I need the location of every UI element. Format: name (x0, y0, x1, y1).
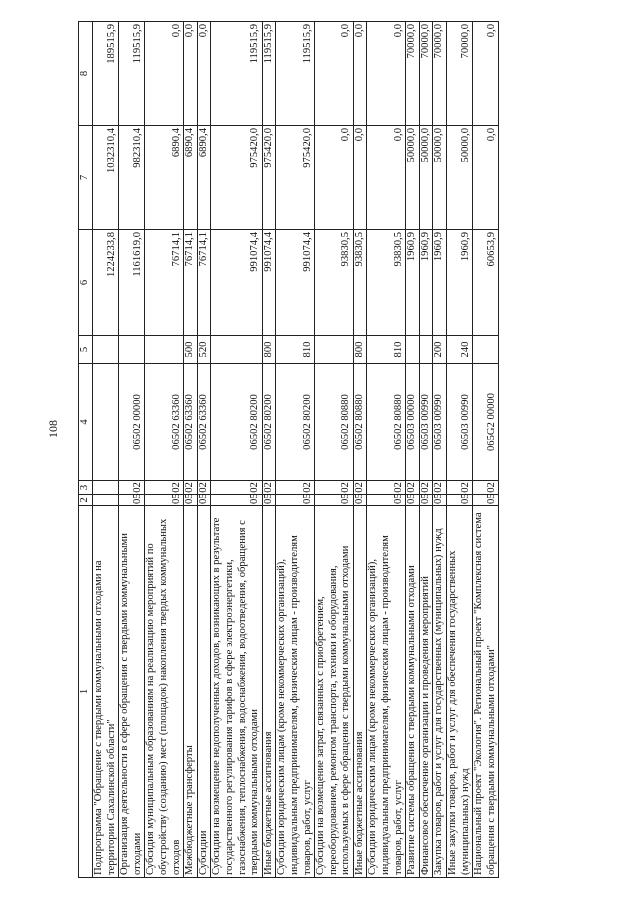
amount-col-8: 119515,9 (262, 22, 276, 126)
target-item-code: 065G2 00000 (473, 364, 499, 481)
expense-type-code (315, 336, 354, 364)
section-code: 05 (197, 495, 211, 506)
section-code: 05 (145, 495, 184, 506)
section-code: 05 (353, 495, 367, 506)
amount-col-6: 76714,1 (145, 230, 184, 336)
section-code: 05 (406, 495, 420, 506)
amount-col-6: 1224233,8 (93, 230, 119, 336)
amount-col-7: 0,0 (315, 126, 354, 230)
table-row (433, 22, 447, 878)
expense-type-code: 500 (184, 336, 198, 364)
header-cell: 5 (79, 336, 93, 364)
item-name: Иные закупки товаров, работ и услуг для обеспечения государственных (муниципальных) нужд (447, 506, 473, 878)
section-code: 05 (433, 495, 447, 506)
section-code: 05 (367, 495, 406, 506)
amount-col-7: 1032310,4 (93, 126, 119, 230)
page-number: 108 (46, 420, 60, 438)
amount-col-8: 70000,0 (406, 22, 420, 126)
table-row (262, 22, 276, 878)
amount-col-7: 0,0 (353, 126, 367, 230)
target-item-code (93, 364, 119, 481)
amount-col-7: 6890,4 (184, 126, 198, 230)
expense-type-code: 810 (367, 336, 406, 364)
amount-col-8: 0,0 (145, 22, 184, 126)
amount-col-7: 975420,0 (211, 126, 262, 230)
expense-type-code (93, 336, 119, 364)
expense-type-code: 200 (433, 336, 447, 364)
subsection-code: 02 (433, 481, 447, 495)
item-name: Подпрограмма "Обращение с твердыми коммунальными отходами на территории Сахалинской области" (93, 506, 119, 878)
target-item-code: 06502 80880 (353, 364, 367, 481)
target-item-code: 06502 63360 (145, 364, 184, 481)
amount-col-8: 0,0 (353, 22, 367, 126)
amount-col-7: 6890,4 (145, 126, 184, 230)
header-cell: 3 (79, 481, 93, 495)
amount-col-6: 93830,5 (315, 230, 354, 336)
subsection-code: 02 (473, 481, 499, 495)
subsection-code: 02 (406, 481, 420, 495)
amount-col-8: 0,0 (473, 22, 499, 126)
table-row (406, 22, 420, 878)
item-name: Развитие системы обращения с твердыми коммунальными отходами (406, 506, 420, 878)
amount-col-6: 991074,4 (276, 230, 315, 336)
table-row (197, 22, 211, 878)
section-code: 05 (315, 495, 354, 506)
amount-col-8: 0,0 (197, 22, 211, 126)
section-code: 05 (447, 495, 473, 506)
amount-col-6: 991074,4 (262, 230, 276, 336)
amount-col-7: 0,0 (367, 126, 406, 230)
table-row (419, 22, 433, 878)
subsection-code: 02 (211, 481, 262, 495)
target-item-code: 06503 00000 (406, 364, 420, 481)
expense-type-code: 800 (262, 336, 276, 364)
amount-col-7: 50000,0 (419, 126, 433, 230)
table-row (315, 22, 354, 878)
target-item-code: 06503 00990 (419, 364, 433, 481)
item-name: Национальный проект "Экология". Региональный проект "Комплексная система обращения с твердыми коммунальными отходами" (473, 506, 499, 878)
amount-col-7: 6890,4 (197, 126, 211, 230)
expense-type-code: 800 (353, 336, 367, 364)
subsection-code: 02 (367, 481, 406, 495)
subsection-code: 02 (315, 481, 354, 495)
item-name: Субсидии юридическим лицам (кроме некоммерческих организаций), индивидуальным предпринимателям, физическим лицам - производителям товаров, работ, услуг (367, 506, 406, 878)
header-cell: 4 (79, 364, 93, 481)
amount-col-6: 76714,1 (197, 230, 211, 336)
amount-col-7: 975420,0 (262, 126, 276, 230)
header-cell: 7 (79, 126, 93, 230)
table-row (353, 22, 367, 878)
table-row (276, 22, 315, 878)
item-name: Субсидии на возмещение недополученных доходов, возникающих в результате государственного регулирования тарифов в сфере электроэнергетики, газоснабжения, теплоснабжения, водоснабжения, водоотведения, обращения с твердыми коммунальными отходами (211, 506, 262, 878)
amount-col-8: 0,0 (367, 22, 406, 126)
expense-type-code: 810 (276, 336, 315, 364)
target-item-code: 06503 00990 (433, 364, 447, 481)
table-row (145, 22, 184, 878)
expense-type-code (473, 336, 499, 364)
table-row (211, 22, 262, 878)
target-item-code: 06502 63360 (184, 364, 198, 481)
amount-col-7: 50000,0 (433, 126, 447, 230)
item-name: Субсидии (197, 506, 211, 878)
expense-type-code (406, 336, 420, 364)
amount-col-8: 70000,0 (433, 22, 447, 126)
target-item-code: 06502 80200 (211, 364, 262, 481)
budget-table (78, 21, 499, 878)
header-row (79, 22, 93, 878)
amount-col-8: 70000,0 (419, 22, 433, 126)
item-name: Иные бюджетные ассигнования (353, 506, 367, 878)
amount-col-6: 76714,1 (184, 230, 198, 336)
target-item-code: 06503 00990 (447, 364, 473, 481)
item-name: Финансовое обеспечение организации и проведения мероприятий (419, 506, 433, 878)
amount-col-7: 50000,0 (447, 126, 473, 230)
section-code: 05 (119, 495, 145, 506)
subsection-code: 02 (419, 481, 433, 495)
table-row (184, 22, 198, 878)
amount-col-6: 1161619,0 (119, 230, 145, 336)
header-cell: 2 (79, 495, 93, 506)
amount-col-7: 975420,0 (276, 126, 315, 230)
amount-col-8: 189515,9 (93, 22, 119, 126)
amount-col-6: 1960,9 (433, 230, 447, 336)
table-row (473, 22, 499, 878)
amount-col-8: 70000,0 (447, 22, 473, 126)
target-item-code: 06502 63360 (197, 364, 211, 481)
target-item-code: 06502 80880 (367, 364, 406, 481)
item-name: Иные бюджетные ассигнования (262, 506, 276, 878)
header-cell: 8 (79, 22, 93, 126)
expense-type-code (211, 336, 262, 364)
expense-type-code (145, 336, 184, 364)
subsection-code: 02 (262, 481, 276, 495)
subsection-code: 02 (184, 481, 198, 495)
amount-col-6: 1960,9 (419, 230, 433, 336)
subsection-code: 02 (353, 481, 367, 495)
subsection-code: 02 (119, 481, 145, 495)
expense-type-code (119, 336, 145, 364)
item-name: Субсидия муниципальным образованиям на реализацию мероприятий по обустройству (созданию) мест (площадок) накопления твердых коммунальных отходов (145, 506, 184, 878)
amount-col-8: 0,0 (184, 22, 198, 126)
subsection-code (93, 481, 119, 495)
item-name: Субсидии юридическим лицам (кроме некоммерческих организаций), индивидуальным предпринимателям, физическим лицам - производителям товаров, работ, услуг (276, 506, 315, 878)
amount-col-7: 0,0 (473, 126, 499, 230)
header-cell: 1 (79, 506, 93, 878)
target-item-code: 06502 80200 (262, 364, 276, 481)
expense-type-code: 520 (197, 336, 211, 364)
table-row (93, 22, 119, 878)
amount-col-8: 119515,9 (211, 22, 262, 126)
section-code: 05 (184, 495, 198, 506)
subsection-code: 02 (447, 481, 473, 495)
amount-col-8: 119515,9 (119, 22, 145, 126)
table-row (119, 22, 145, 878)
section-code: 05 (276, 495, 315, 506)
section-code: 05 (473, 495, 499, 506)
expense-type-code: 240 (447, 336, 473, 364)
section-code (93, 495, 119, 506)
amount-col-6: 60653,9 (473, 230, 499, 336)
amount-col-6: 1960,9 (447, 230, 473, 336)
amount-col-6: 1960,9 (406, 230, 420, 336)
item-name: Субсидии на возмещение затрат, связанных с приобретением, переоборудованием, ремонтом транспорта, техники и оборудования, используемых в сфере обращения с твердыми коммунальными отходами (315, 506, 354, 878)
item-name: Закупка товаров, работ и услуг для государственных (муниципальных) нужд (433, 506, 447, 878)
item-name: Межбюджетные трансферты (184, 506, 198, 878)
header-cell: 6 (79, 230, 93, 336)
amount-col-6: 93830,5 (353, 230, 367, 336)
amount-col-7: 982310,4 (119, 126, 145, 230)
target-item-code: 06502 80880 (315, 364, 354, 481)
subsection-code: 02 (197, 481, 211, 495)
amount-col-6: 991074,4 (211, 230, 262, 336)
item-name: Организация деятельности в сфере обращения с твердыми коммунальными отходами (119, 506, 145, 878)
subsection-code: 02 (145, 481, 184, 495)
expense-type-code (419, 336, 433, 364)
amount-col-6: 93830,5 (367, 230, 406, 336)
section-code: 05 (419, 495, 433, 506)
target-item-code: 06502 80200 (276, 364, 315, 481)
section-code: 05 (211, 495, 262, 506)
amount-col-8: 0,0 (315, 22, 354, 126)
section-code: 05 (262, 495, 276, 506)
amount-col-7: 50000,0 (406, 126, 420, 230)
amount-col-8: 119515,9 (276, 22, 315, 126)
rotated-page-content (78, 22, 613, 878)
table-row (447, 22, 473, 878)
subsection-code: 02 (276, 481, 315, 495)
target-item-code: 06502 00000 (119, 364, 145, 481)
table-row (367, 22, 406, 878)
